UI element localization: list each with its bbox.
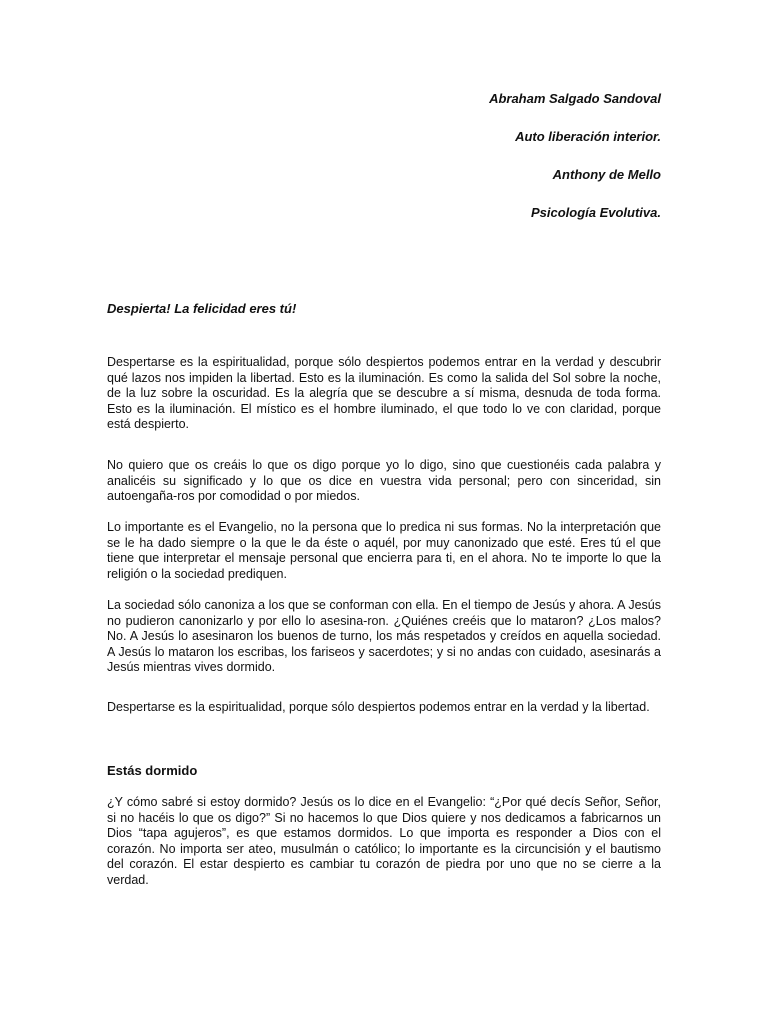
paragraph: La sociedad sólo canoniza a los que se conforman con ella. En el tiempo de Jesús y ahora. A Jesús no pudieron canonizarlo y por ello lo asesina-ron. ¿Quiénes creéis que lo mataron? ¿Los malos? No. A Jesús lo asesinaron los buenos de turno, los más respetados y creídos en aquella sociedad. A Jesús lo mataron los escribas, los fariseos y sacerdotes; y si no andas con cuidado, asesinarás a Jesús mientras vives dormido.	[107, 598, 661, 674]
author-name: Abraham Salgado Sandoval	[489, 91, 661, 106]
paragraph-block	[107, 458, 661, 505]
document-header	[489, 91, 661, 243]
paragraph-block	[107, 520, 661, 582]
paragraph-block	[107, 795, 661, 888]
document-title: Auto liberación interior.	[515, 129, 661, 144]
source-author: Anthony de Mello	[552, 167, 661, 182]
subject-line: Psicología Evolutiva.	[530, 205, 661, 220]
section-heading-block	[107, 763, 661, 779]
section-heading: Despierta! La felicidad eres tú!	[107, 301, 297, 316]
paragraph-block	[107, 700, 661, 716]
paragraph-block	[107, 355, 661, 433]
paragraph-block	[107, 598, 661, 676]
paragraph: ¿Y cómo sabré si estoy dormido? Jesús os lo dice en el Evangelio: “¿Por qué decís Señor, Señor, si no hacéis lo que os digo?” Si no hacemos lo que Dios quiere y nos dedicamos a fabricarnos un Dios “tapa agujeros”, es que estamos dormidos. Lo que importa es responder a Dios con el corazón. No importa ser ateo, musulmán o católico; lo importante es la circuncisión y el bautismo del corazón. El estar despierto es cambiar tu corazón de piedra por uno que no se cierre a la verdad.	[107, 795, 661, 887]
paragraph: No quiero que os creáis lo que os digo porque yo lo digo, sino que cuestionéis cada palabra y analicéis su significado y lo que os dice en vuestra vida personal; pero con sinceridad, sin autoengaña-ros por comodidad o por miedos.	[107, 458, 661, 503]
paragraph: Lo importante es el Evangelio, no la persona que lo predica ni sus formas. No la interpretación que se le ha dado siempre o la que le da éste o aquél, por muy canonizado que esté. Eres tú el que tiene que interpretar el mensaje personal que encierra para ti, en el ahora. No te importe lo que la religión o la sociedad prediquen.	[107, 520, 661, 581]
section-heading-block	[107, 301, 661, 317]
paragraph: Despertarse es la espiritualidad, porque sólo despiertos podemos entrar en la verdad y la libertad.	[107, 700, 650, 714]
section-heading: Estás dormido	[107, 763, 198, 778]
paragraph: Despertarse es la espiritualidad, porque sólo despiertos podemos entrar en la verdad y descubrir qué lazos nos impiden la libertad. Esto es la iluminación. Es como la salida del Sol sobre la noche, de la luz sobre la oscuridad. Es la alegría que se descubre a sí misma, desnuda de toda forma. Esto es la iluminación. El místico es el hombre iluminado, el que todo lo ve con claridad, porque está despierto.	[107, 355, 661, 431]
